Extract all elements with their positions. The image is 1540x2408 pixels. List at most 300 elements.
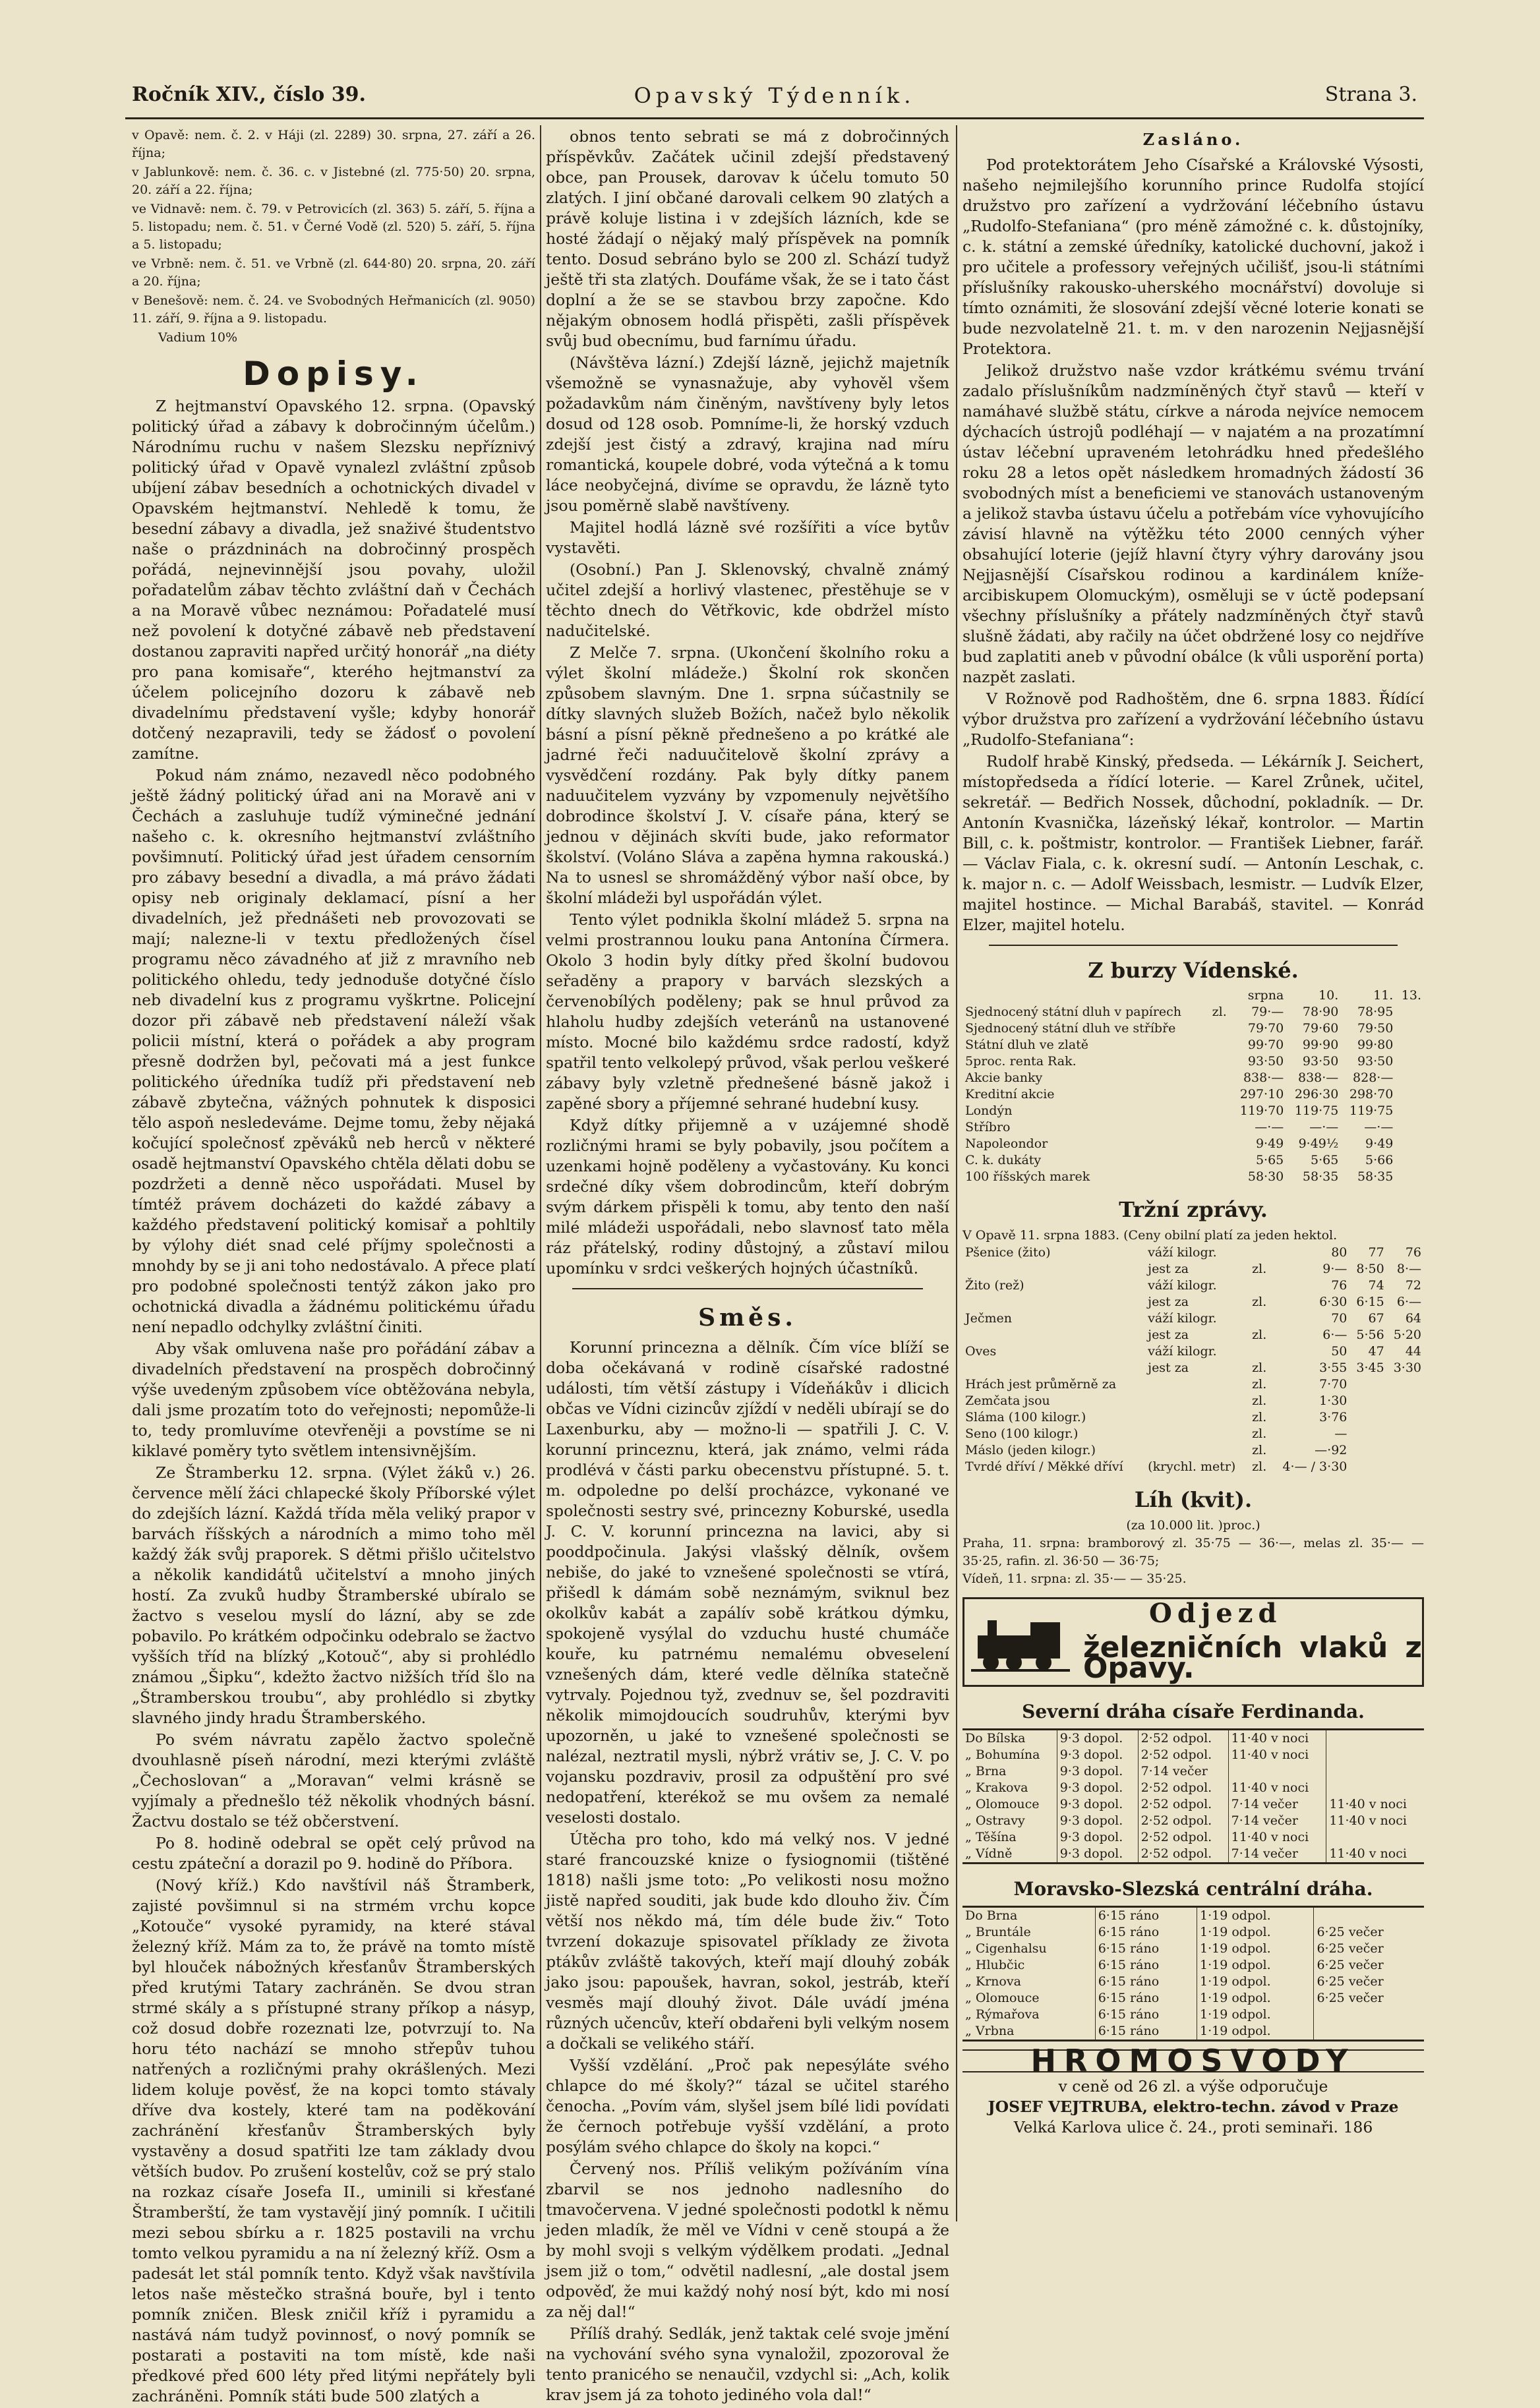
table-cell: 58·30	[1247, 1169, 1284, 1184]
table-cell	[962, 1261, 1145, 1277]
table-cell: „ Cigenhalsu	[965, 1941, 1047, 1956]
table-cell	[1145, 1426, 1249, 1442]
table-cell: 3·76	[1319, 1410, 1348, 1424]
section-title-dopisy: Dopisy.	[243, 355, 425, 393]
table-cell: 1·19 odpol.	[1197, 1974, 1314, 1990]
article-paragraph: (Návštěva lázní.) Zdejší lázně, jejichž majetník všemožně se vynasnažuje, aby vyhověl všem požadavkům nám činěným, navštíveny byly letos dosud od 128 osob. Pomníme-li, že horský vzduch zdejší jest čistý a zdravý, krajina nad míru romantická, koupele dobré, voda výtečná a k tomu láce neobyčejná, divíme se opravdu, že lázně tyto jsou poměrně slabě navštíveny.	[546, 353, 949, 515]
ad-line: Velká Karlova ulice č. 24., proti seminaři. 186	[1013, 2118, 1373, 2136]
table-cell	[1210, 1169, 1232, 1185]
table-cell	[1314, 2023, 1424, 2041]
table-cell: 3·45	[1356, 1361, 1384, 1375]
table-cell: C. k. dukáty	[965, 1153, 1042, 1167]
col-header: srpna	[1247, 988, 1284, 1003]
table-cell: jest za	[1148, 1262, 1189, 1276]
table-cell: 5proc. renta Rak.	[965, 1054, 1077, 1069]
table-cell: 11·40 v noci	[1326, 1813, 1424, 1829]
article-paragraph: Korunní princezna a dělník. Čím více blíží se doba očekávaná v rodině císařské radostné události, tím větší zástupy i Vídeňákův i dlicich občas ve Vídni cizincův zjíždí v neděli ubírají se do Laxenburku, aby — možno-li — spatřili J. C. V. korunní princeznu, která, jak známo, velmi ráda prodlévá v části parku obecenstvu přístupné. 5. t. m. odpoledne po delší procházce, vykonané ve společnosti sestry své, princezny Koburské, usedla J. C. V. korunní princezna na lavici, aby si pooddpočinula. Jakýsi vlašský dělník, ovšem nebiše, do jaké to vznešené společnosti se vtírá, přišedl k dámám sobě neznámým, sviknul bez okolkův kabát a zapálív sobě krátkou dýmku, spokojeně vysýlal do vzduchu husté chumáče kouře, ku patrnému nemalému obveselení vznešených dám, které vedle dělníka statečně vytrvaly. Pojednou tyž, zvednuv se, šel pozdraviti několik mimojdoucích soudruhův, kterými byv upozorněn, u jaké to vznešené společnosti se nalézal, neztratil mysli, nýbrž vrátiv se, J. C. V. po vojansku pozdraviv, prosil za odpuštění pro své nedopatření, kterékož se mu ovšem za nemalé veselosti dostalo.	[546, 1338, 949, 1827]
table-cell: zl.	[1212, 1005, 1227, 1019]
table-cell: zl.	[1252, 1328, 1267, 1342]
table-cell	[1349, 1393, 1386, 1409]
table-cell: Žito (rež)	[965, 1278, 1024, 1293]
table-row	[962, 1037, 1424, 1053]
table-cell: jest za	[1148, 1361, 1189, 1375]
table-cell	[1349, 1409, 1386, 1426]
lih-line: Vídeň, 11. srpna: zl. 35·— — 35·25.	[962, 1571, 1187, 1586]
table-row	[962, 1152, 1424, 1169]
table-cell: —·—	[1309, 1120, 1339, 1134]
table-cell: 99·90	[1302, 1038, 1339, 1052]
lih-line: Praha, 11. srpna: bramborový zl. 35·75 — 36·—, melas zl. 35·— — 35·25, rafin. zl. 36·50 — 36·75;	[962, 1536, 1424, 1568]
table-cell: Sjednocený státní dluh ve stříbře	[965, 1021, 1176, 1036]
table-cell	[1314, 2007, 1424, 2023]
table-cell: 58·35	[1302, 1169, 1339, 1184]
table-cell: 11·40 v noci	[1228, 1829, 1326, 1846]
divider	[989, 945, 1398, 946]
section-title-severni: Severní dráha císaře Ferdinanda.	[1022, 1701, 1365, 1722]
table-row	[962, 1119, 1424, 1136]
table-cell	[1387, 1442, 1424, 1459]
table-cell: 119·75	[1294, 1103, 1339, 1118]
licit-line: v Benešově: nem. č. 24. ve Svobodných Heřmanicích (zl. 9050) 11. září, 9. října a 9. listopadu.	[132, 293, 535, 326]
table-cell	[1349, 1442, 1386, 1459]
col-header: 10.	[1318, 988, 1339, 1003]
table-cell: zl.	[1252, 1443, 1267, 1457]
table-cell: Sjednocený státní dluh v papírech	[965, 1005, 1182, 1019]
table-cell	[1349, 1376, 1386, 1393]
table-cell: 76	[1331, 1278, 1348, 1293]
table-cell: 9·3 dopol.	[1057, 1813, 1138, 1829]
table-cell: 838·—	[1298, 1071, 1339, 1085]
newspaper-title: Opavský Týdenník.	[634, 83, 916, 108]
market-intro: V Opavě 11. srpna 1883. (Ceny obilní platí za jeden hektol.	[962, 1228, 1338, 1243]
table-cell	[1387, 1409, 1424, 1426]
table-cell: 99·80	[1357, 1038, 1394, 1052]
table-cell	[1387, 1393, 1424, 1409]
table-cell: zl.	[1252, 1377, 1267, 1392]
article-paragraph: Pod protektorátem Jeho Císařské a Královské Výsosti, našeho nejmilejšího korunního prince Rudolfa stojící družstvo pro zařízení a vydržování léčebního ústavu „Rudolfo-Stefaniana“ (pro méně zámožné c. k. důstojníky, c. k. státní a zemské úředníky, katolické duchovní, jakož i pro učitele a professory veřejných učilišť, jsou-li státními příslušníky rakousko-uherského mocnářství) dovoluje si tímto oznámiti, že slosování zdejší věcné loterie konati se bude nezvolatelně 21. t. m. v den narozenin Nejjasnější Protektora.	[962, 156, 1424, 358]
table-cell: 119·70	[1239, 1103, 1284, 1118]
table-cell: 1·19 odpol.	[1197, 1924, 1314, 1941]
table-cell: 6·25 večer	[1314, 1957, 1424, 1974]
article-paragraph: Majitel hodlá lázně své rozšířiti a více bytův vystavěti.	[546, 518, 949, 557]
table-cell: 6·—	[1396, 1295, 1421, 1309]
table-cell: 99·70	[1247, 1038, 1284, 1052]
ad-line: JOSEF VEJTRUBA, elektro-techn. závod v Praze	[988, 2098, 1399, 2116]
table-cell: 9·3 dopol.	[1057, 1796, 1138, 1813]
table-cell: Napoleondor	[965, 1136, 1048, 1151]
table-row	[962, 1136, 1424, 1152]
table-cell	[962, 1327, 1145, 1343]
table-cell: „ Vídně	[965, 1846, 1013, 1861]
table-cell: 119·75	[1349, 1103, 1394, 1118]
table-cell	[1210, 1070, 1232, 1086]
table-cell	[962, 1360, 1145, 1376]
table-cell	[1210, 1152, 1232, 1169]
column-1	[132, 127, 535, 2408]
article-paragraph: Po 8. hodině odebral se opět celý průvod na cestu zpáteční a dorazil po 9. hodině do Příbora.	[132, 1834, 535, 1873]
table-cell: váží kilogr.	[1148, 1344, 1217, 1359]
table-cell: —·92	[1315, 1443, 1348, 1457]
table-cell: 2·52 odpol.	[1138, 1796, 1228, 1813]
article-paragraph: Ze Štramberku 12. srpna. (Výlet žáků v.) 26. července mělí žáci chlapecké školy Příborské výlet do zdejších lázní. Každá třída měla veliký prapor v barvách říšských a národních a mimo toho měl každý žák svůj praporek. S dětmi přišlo učitelstvo a několik kandidátů učitelství a mnoho jiných hostí. Za zvuků hudby Štramberské ubíralo se žactvo s veselou myslí do lázní, aby se zde pobavilo. Po krátkém odpočinku odebralo se žactvo vyšších tříd na blízký „Kotouč“, aby si prohlédlo známou „Šipku“, kdežto žactvo nižších tříd šlo na „Štramberskou troubu“, aby prohlédlo si zbytky slavného jindy hradu Štramberského.	[132, 1463, 535, 1727]
table-cell: 11·40 v noci	[1326, 1796, 1424, 1813]
table-row	[962, 1426, 1424, 1442]
table-cell: 80	[1331, 1245, 1348, 1260]
table-row	[962, 1957, 1424, 1974]
table-cell: Státní dluh ve zlatě	[965, 1038, 1089, 1052]
table-cell: 5·20	[1393, 1328, 1421, 1342]
table-cell: zl.	[1252, 1426, 1267, 1441]
table-cell: 9·3 dopol.	[1057, 1846, 1138, 1864]
issue-label: Ročník XIV., číslo 39.	[132, 83, 366, 106]
table-cell: „ Bruntále	[965, 1925, 1031, 1939]
table-cell: zl.	[1252, 1361, 1267, 1375]
table-cell: váží kilogr.	[1148, 1311, 1217, 1326]
table-row	[962, 1261, 1424, 1277]
stock-table	[962, 987, 1424, 1185]
licit-line: Vadium 10%	[158, 330, 238, 345]
table-cell	[1249, 1245, 1272, 1261]
table-cell: 93·50	[1302, 1054, 1339, 1069]
table-row	[962, 1409, 1424, 1426]
table-cell: 7·14 večer	[1138, 1763, 1228, 1780]
table-row	[962, 1813, 1424, 1829]
article-paragraph: (Nový kříž.) Kdo navštívil náš Štramberk, zajisté povšimnul si na strmém vrchu kopce „Kotouče“ vysoké pyramidy, na které stával železný kříž. Mám za to, že právě na tomto místě byl hlouček nábožných křesťanův Štramberských před krutými Tatary zachráněn. Se dvou stran strmé skály a s přístupné strany příkop a násyp, což dosud dobře rozeznati lze, potvrzují to. Na horu této nachází se mnoho střepův tuhou natřených a rozličnými prahy okrášlených. Mezi lidem koluje pověsť, že na kopci tomto stávaly dříve dva kostely, které tam na poděkování zachránění křesťanův Štramberských byly vystavěny a dosud spatřiti lze tam základy dvou větších budov. Po zrušení kostelův, což se prý stalo na rozkaz císaře Josefa II., uminili si křesťané Štramberští, že tam vystavějí jiný pomník. I učitili mezi sebou sbírku a r. 1825 postavili na vrchu tomto velkou pyramidu a na ní železný kříž. Osm a padesát let stál pomník tento. Když však navštívila letos naše městečko strašná bouře, byl i tento pomník zničen. Blesk zničil kříž i pyramidu a nastává nám tudyž povinnosť, o nový pomník se postarati a postaviti na tom místě, kde naši předkové před 600 léty před litými nepřátely byli zachráněni. Pomník státi bude 500 zlatých a	[132, 1876, 535, 2405]
table-cell: „ Olomouce	[965, 1991, 1040, 2005]
table-cell: 6·15 ráno	[1095, 1957, 1197, 1974]
table-cell: 93·50	[1357, 1054, 1394, 1069]
table-cell: 297·10	[1239, 1087, 1284, 1101]
table-cell	[962, 1294, 1145, 1310]
table-cell	[1326, 1780, 1424, 1796]
table-cell: Sláma (100 kilogr.)	[965, 1410, 1086, 1424]
table-cell: 9·49	[1365, 1136, 1394, 1151]
table-cell: 8·50	[1356, 1262, 1384, 1276]
table-cell: 50	[1331, 1344, 1348, 1359]
table-cell: —·—	[1364, 1120, 1394, 1134]
table-row	[962, 1846, 1424, 1864]
table-cell	[1210, 1037, 1232, 1053]
table-cell: Kreditní akcie	[965, 1087, 1055, 1101]
table-cell: 6·15	[1356, 1295, 1384, 1309]
article-paragraph: (Osobní.) Pan J. Sklenovský, chvalně známý učitel zdejší a horlivý vlastenec, přestěhuje se v těchto dnech do Větřkovic, kde obdržel místo nadučitelské.	[546, 560, 949, 640]
table-row	[962, 1376, 1424, 1393]
table-cell	[1228, 1763, 1326, 1780]
table-cell	[1145, 1393, 1249, 1409]
table-cell: 6·15 ráno	[1095, 1990, 1197, 2007]
table-cell: Máslo (jeden kilogr.)	[965, 1443, 1096, 1457]
article-paragraph: obnos tento sebrati se má z dobročinných příspěvkův. Začátek učinil zdejší představený obce, pan Prousek, darovav k účelu tomuto 50 zlatých. I jiní občané darovali celkem 90 zlatých a právě koluje listina i v zdejších lázních, kde se hosté žádají o nějaký malý příspěvek na pomník tento. Dosud sebráno bylo se 200 zl. Schází tudyž ještě tři sta zlatých. Doufáme však, že se i tato část doplní a že se se stavbou brzy započne. Kdo nějakým obnosem hodlá přispěti, zašli příspěvek svůj bud obecnímu, bud farnímu úřadu.	[546, 127, 949, 350]
table-cell	[1210, 1053, 1232, 1070]
table-row	[962, 1277, 1424, 1294]
table-cell: 100 říšských marek	[965, 1169, 1090, 1184]
table-cell: 7·14 večer	[1228, 1796, 1326, 1813]
table-cell: —	[1334, 1426, 1348, 1441]
table-cell: 7·14 večer	[1228, 1813, 1326, 1829]
table-cell	[1210, 1086, 1232, 1103]
col-header: 13.	[1401, 988, 1421, 1003]
table-cell: 6·15 ráno	[1095, 1974, 1197, 1990]
table-cell	[1314, 1907, 1424, 1925]
section-title-burzy: Z burzy Vídenské.	[1088, 958, 1299, 983]
table-row	[962, 1941, 1424, 1957]
table-row	[962, 1459, 1424, 1475]
table-row	[962, 1294, 1424, 1310]
table-cell: 70	[1331, 1311, 1348, 1326]
table-cell: „ Vrbna	[965, 2024, 1015, 2038]
table-cell: 6·15 ráno	[1095, 1941, 1197, 1957]
table-cell: 1·19 odpol.	[1197, 2023, 1314, 2041]
licit-line: v Opavě: nem. č. 2. v Háji (zl. 2289) 30. srpna, 27. září a 26. října;	[132, 128, 535, 160]
banner-title: Odjezd	[1149, 1598, 1282, 1629]
table-cell: 9·3 dopol.	[1057, 1829, 1138, 1846]
table-cell	[1210, 1020, 1232, 1037]
table-cell: 5·66	[1365, 1153, 1394, 1167]
table-cell: 76	[1405, 1245, 1421, 1260]
table-cell: „ Olomouce	[965, 1797, 1040, 1811]
table-cell: 9·49½	[1298, 1136, 1339, 1151]
table-cell: zl.	[1252, 1394, 1267, 1408]
table-row	[962, 1924, 1424, 1941]
ad-title: HROMOSVODY	[962, 2049, 1424, 2072]
article-paragraph: Červený nos. Příliš velikým požíváním vína zbarvil se nos jednoho nadlesního do tmavočervena. V jedné společnosti podotkl k němu jeden mladík, že měl ve Vídni v ceně stoupá a že by mohl svoji s velkým výdělkem prodati. „Jednal jsem již o tom,“ odvětil nadlesní, „ale dostal jsem odpověď, že mui každý nohý nosí být, kdo mi nosí za něj dal!“	[546, 2159, 949, 2321]
page-number: Strana 3.	[1324, 83, 1417, 106]
table-cell	[1145, 1442, 1249, 1459]
table-row	[962, 1990, 1424, 2007]
article-paragraph: Útěcha pro toho, kdo má velký nos. V jedné staré francouzské knize o fysiognomii (tištěné 1818) našli jsme toto: „Po velikosti nosu možno jistě napřed souditi, jak bude kdo dlouho živ. Čím větší nos někdo má, tím déle bude živ.“ Toto tvrzení dokazuje spisovatel příklady ze života ptákův zvláště takových, kteří mají dlouhý zobák jako jsou: papoušek, havran, sokol, jestráb, kteří vesměs mají dlouhý život. Dále uvádí jména různých učencův, kteří obdařeni byli velkým nosem a dočkali se velikého stáří.	[546, 1830, 949, 2053]
section-title-lih: Líh (kvit).	[1134, 1487, 1253, 1512]
table-cell: jest za	[1148, 1328, 1189, 1342]
timetable-moravsko	[962, 1906, 1424, 2041]
table-cell: „ Hlubčic	[965, 1958, 1025, 1972]
column-3	[962, 127, 1424, 2138]
table-row	[962, 1907, 1424, 1925]
table-row	[962, 1796, 1424, 1813]
table-cell	[1249, 1310, 1272, 1327]
table-row	[962, 1393, 1424, 1409]
table-cell: 6·25 večer	[1314, 1924, 1424, 1941]
article-paragraph: Z hejtmanství Opavského 12. srpna. (Opavský politický úřad a zábavy k dobročinným účelům.) Národnímu ruchu v našem Slezsku nepříznivý politický úřad v Opavě vynalezl zvláštní způsob ubíjení zábav besedních a ochotnických divadel v Opavském hejtmanství. Nehledě k tomu, že besední zábavy a divadla, jež snaživé študentstvo naše o prázdninách na dobročinný prospěch pořádá, nejnevinnější jsou povahy, uložil pořadatelům zábav těchto zvláštní daň v Čechách a na Moravě vůbec neznámou: Pořadatelé musí než povolení k dotyčné zábavě neb představení dostanou zapraviti napřed určitý honorář „na diéty pro pana komisaře“, kterého hejtmanství za účelem policejního dozoru k zábavě neb divadelnímu představení vyšle; kdyby honorář dotčený nezapravili, tedy se žádosť o povolení zamítne.	[132, 397, 535, 763]
table-cell: 78·90	[1302, 1005, 1339, 1019]
timetable-severni	[962, 1728, 1424, 1864]
table-cell: 6·15 ráno	[1095, 2007, 1197, 2023]
table-cell: „ Ostravy	[965, 1813, 1025, 1828]
section-title-trzni: Tržní zprávy.	[1119, 1197, 1268, 1222]
table-cell: Do Brna	[965, 1908, 1018, 1923]
table-row	[962, 1310, 1424, 1327]
table-cell: Hrách jest průměrně za	[965, 1377, 1117, 1392]
table-cell	[1210, 1103, 1232, 1119]
table-cell: 9·3 dopol.	[1057, 1730, 1138, 1747]
table-cell: Pšenice (žito)	[965, 1245, 1051, 1260]
table-cell: „ Brna	[965, 1764, 1007, 1778]
table-cell: 78·95	[1357, 1005, 1394, 1019]
table-cell: zl.	[1252, 1410, 1267, 1424]
lih-sub: (za 10.000 lit. )proc.)	[1126, 1518, 1260, 1533]
table-row	[962, 1829, 1424, 1846]
licit-line: v Jablunkově: nem. č. 36. c. v Jistebné (zl. 775·50) 20. srpna, 20. září a 22. října;	[132, 165, 535, 197]
table-cell: 1·19 odpol.	[1197, 1990, 1314, 2007]
table-row	[962, 1070, 1424, 1086]
table-cell: 74	[1368, 1278, 1384, 1293]
table-cell: Oves	[965, 1344, 997, 1359]
table-cell: jest za	[1148, 1295, 1189, 1309]
table-cell: 64	[1405, 1311, 1421, 1326]
locomotive-icon	[971, 1612, 1070, 1672]
table-cell: 7·70	[1319, 1377, 1348, 1392]
table-cell: Seno (100 kilogr.)	[965, 1426, 1079, 1441]
table-cell	[1349, 1426, 1386, 1442]
table-cell: 67	[1368, 1311, 1384, 1326]
table-cell: Do Bílska	[965, 1731, 1026, 1746]
article-paragraph: Jelikož družstvo naše vzdor krátkému svému trvání zadalo příslušníkům nadzmíněných čtyř stavů — kteří v namáhavé službě státu, církve a národa nejvíce nemocem dýchacích ústrojů podléhají — v najatém a na prozatímní ústav léčební upraveném letohrádku hned předešlého roku 28 a letos opět následkem hromadných žádostí 36 svobodných míst a beneficiemi ve stanovách ustanoveným a jelikož stavba ústavu účelu a potřebám více vyhovujícího závisí hlavně na výtěžku této 2000 cenných výher obsahující loterie (jejíž hlavní čtyry výhry darovány jsou Nejjasnější Císařskou rodinou a kardinálem kníže-arcibiskupem Olomuckým), osměluji se v úctě podepsaní všechny příslušníky a přátely nadzmíněných čtyř stavů slušně žádati, aby račily na účet obdržené losy co nejdříve bud zaplatiti aneb v původní obálce (k vůli usporění porta) nazpět zaslati.	[962, 361, 1424, 686]
table-cell: 9·3 dopol.	[1057, 1763, 1138, 1780]
table-row	[962, 1763, 1424, 1780]
table-cell: 9·3 dopol.	[1057, 1780, 1138, 1796]
table-cell: váží kilogr.	[1148, 1245, 1217, 1260]
table-cell: (krychl. metr)	[1148, 1459, 1236, 1474]
table-cell	[1210, 1136, 1232, 1152]
table-cell: 79·70	[1247, 1021, 1284, 1036]
column-2	[546, 127, 949, 2407]
article-paragraph: Pokud nám známo, nezavedl něco podobného ještě žádný politický úřad ani na Moravě ani v Čechách a zasluhuje tudíž výminečné jednání našeho c. k. okresního hejtmanství zvláštního povšimnutí. Politický úřad jest úřadem censorním pro zábavy besední a divadla, a má právo žádati opisy neb originaly deklamací, písní a her divadelních, jež přednášeti neb provozovati se mají; nalezne-li v textu předložených čísel programu něco závadného ať již z mravního neb politického ohledu, tedy jednoduše dotyčné číslo neb divadelní kus z programu vyškrtne. Policejní dozor při zábavě neb představení náleží však policii místní, která o pořádek a aby program přesně dodržen byl, pečovati má a jest funkce politického úředníka tudíž při představení neb zábavě zbytečna, vážných pohnutek k disposici tělo aspoň nesledeváme. Dejme tomu, žeby nějaká kočující společnosť zpěváků neb herců v některé osadě hejtmanství Opavského chtěla dělati dobu se pozdržeti a denně něco uspořádati. Musel by tímtéž právem docházeti do každé zábavy a každého představení politický komisař a pohltily by výlohy diét snad celé příjmy společnosti a mnohdy by se ji ani toho nedostávalo. A přece platí pro podobné společnosti tentýž zákon jako pro ochotnická divadla a žádnému politickému úřadu není nepadlo odchylky zvláštní činiti.	[132, 766, 535, 1336]
table-cell: 44	[1405, 1344, 1421, 1359]
table-row	[962, 1169, 1424, 1185]
table-cell: zl.	[1252, 1262, 1267, 1276]
table-cell	[1387, 1426, 1424, 1442]
table-cell: 1·19 odpol.	[1197, 1941, 1314, 1957]
page-header	[125, 78, 1424, 119]
article-paragraph: Když dítky přijemně a v uzájemné shodě rozličnými hrami se byly pobavily, jsou počítem a uzenkami hojně poděleny a vyčastovány. Ku konci srdečné díky všem dobrodincům, kteří dobrým svým dárkem přispěli k tomu, aby tento den naší milé mládeži uspořádali, nebo slavnosť tato měla ráz přátelský, rodiny důstojný, a zůstaví milou upomínku v srdci veškerých hojných účastníků.	[546, 1116, 949, 1277]
table-cell: 72	[1405, 1278, 1421, 1293]
table-cell: 1·30	[1319, 1394, 1348, 1408]
table-row	[962, 1245, 1424, 1261]
licit-line: ve Vidnavě: nem. č. 79. v Petrovicích (zl. 363) 5. září, 5. října a 5. listopadu; nem. č. 51. v Černé Vodě (zl. 520) 5. září, 5. října a 5. listopadu;	[132, 202, 535, 252]
table-cell: „ Rýmařova	[965, 2007, 1040, 2022]
table-row	[962, 1103, 1424, 1119]
table-row	[962, 1004, 1424, 1020]
table-row	[962, 1730, 1424, 1747]
table-cell: 5·65	[1311, 1153, 1339, 1167]
table-cell: 47	[1368, 1344, 1384, 1359]
column-rule	[956, 125, 957, 2221]
table-cell: „ Bohumína	[965, 1747, 1040, 1762]
table-cell: 2·52 odpol.	[1138, 1780, 1228, 1796]
table-cell: 2·52 odpol.	[1138, 1829, 1228, 1846]
article-paragraph: Přílíš drahý. Sedlák, jenž taktak celé svoje jmění na vychování svého syna vynaložil, zpozoroval že tento pranicého se nenaučil, vzdychl si: „Ach, kolik krav jsem já za tohoto jediného vola dal!“	[546, 2324, 949, 2404]
table-cell: 11·40 v noci	[1326, 1846, 1424, 1864]
table-cell	[1349, 1459, 1386, 1475]
table-cell: 6·15 ráno	[1095, 1907, 1197, 1925]
table-cell: 6·25 večer	[1314, 1990, 1424, 2007]
table-cell: 58·35	[1357, 1169, 1394, 1184]
table-cell: 11·40 v noci	[1228, 1747, 1326, 1763]
table-row	[962, 1974, 1424, 1990]
table-cell: 5·65	[1255, 1153, 1284, 1167]
table-cell: 2·52 odpol.	[1138, 1813, 1228, 1829]
table-row	[962, 2007, 1424, 2023]
table-row	[962, 1327, 1424, 1343]
table-cell: „ Těšína	[965, 1830, 1017, 1844]
table-header-row	[962, 987, 1424, 1004]
table-row	[962, 1747, 1424, 1763]
table-cell: Stříbro	[965, 1120, 1011, 1134]
article-paragraph: Rudolf hrabě Kinský, předseda. — Lékárník J. Seichert, místopředseda a řídící loterie. — Karel Zrůnek, učitel, sekretář. — Bedřich Nossek, důchodní, pokladník. — Dr. Antonín Kvasnička, lázeňský lékař, kontrolor. — Martin Bill, c. k. poštmistr, kontrolor. — František Liebner, farář. — Václav Fiala, c. k. okresní sudí. — Antonín Leschak, c. k. major n. c. — Adolf Weissbach, lesmistr. — Ludvík Elzer, majitel hostince. — Michal Barabáš, stavitel. — Konrád Elzer, majitel hotelu.	[962, 752, 1424, 934]
table-cell	[1145, 1376, 1249, 1393]
table-cell: 11·40 v noci	[1228, 1730, 1326, 1747]
table-cell: 7·14 večer	[1228, 1846, 1326, 1864]
table-cell	[1387, 1376, 1424, 1393]
table-cell: 11·40 v noci	[1228, 1780, 1326, 1796]
table-cell: 79·60	[1302, 1021, 1339, 1036]
table-cell: zl.	[1252, 1295, 1267, 1309]
table-cell: 6·15 ráno	[1095, 1924, 1197, 1941]
table-row	[962, 2023, 1424, 2041]
train-banner	[962, 1597, 1424, 1687]
market-table	[962, 1245, 1424, 1475]
table-cell: 79·50	[1357, 1021, 1394, 1036]
table-cell: 3·55	[1319, 1361, 1348, 1375]
divider	[572, 1288, 923, 1289]
table-cell: 2·52 odpol.	[1138, 1747, 1228, 1763]
licitation-list	[132, 127, 535, 347]
table-cell	[1326, 1829, 1424, 1846]
article-paragraph: Vyšší vzdělání. „Proč pak nepesýláte svého chlapce do mé školy?“ tázal se učitel starého čenocha. „Povím vám, slyšel jsem bílé lidi povídati že černoch potřebuje vyšší vzdělání, a proto posýlám svého chlapce do školy na kopci.“	[546, 2056, 949, 2156]
table-cell: 9·3 dopol.	[1057, 1747, 1138, 1763]
table-cell	[1326, 1747, 1424, 1763]
table-cell: Londýn	[965, 1103, 1013, 1118]
table-cell: 6·25 večer	[1314, 1941, 1424, 1957]
table-cell: zl.	[1252, 1459, 1267, 1474]
table-cell: 5·56	[1356, 1328, 1384, 1342]
table-cell	[1145, 1409, 1249, 1426]
section-title-zaslano: Zasláno.	[1142, 130, 1244, 149]
licit-line: ve Vrbně: nem. č. 51. ve Vrbně (zl. 644·80) 20. srpna, 20. září a 20. října;	[132, 256, 535, 289]
table-cell: Zemčata jsou	[965, 1394, 1050, 1408]
table-cell	[1249, 1343, 1272, 1360]
table-row	[962, 1780, 1424, 1796]
column-rule	[540, 125, 541, 2221]
table-cell: 838·—	[1243, 1071, 1284, 1085]
table-cell: 1·19 odpol.	[1197, 1957, 1314, 1974]
ad-line: v ceně od 26 zl. a výše odporučuje	[1058, 2077, 1328, 2096]
table-cell: 1·19 odpol.	[1197, 2007, 1314, 2023]
table-cell: 4·— / 3·30	[1282, 1459, 1348, 1474]
table-row	[962, 1343, 1424, 1360]
article-paragraph: V Rožnově pod Radhoštěm, dne 6. srpna 1883. Řídící výbor družstva pro zařízení a vydržování léčebního ústavu „Rudolfo-Stefaniana“:	[962, 690, 1424, 749]
table-cell: Akcie banky	[965, 1071, 1043, 1085]
table-row	[962, 1442, 1424, 1459]
col-header: 11.	[1373, 988, 1394, 1003]
article-paragraph: Aby však omluvena naše pro pořádání zábav a divadelních představení na prospěch dobročinný výše uvedeným způsobem více obtěžována nebyla, dali jsme prozatím toto do veřejnosti; nepomůže-li to, tedy promluvíme otevřeněji a povstíme se ni kiklavé poměry tyto světlem intensivnějším.	[132, 1339, 535, 1460]
table-row	[962, 1053, 1424, 1070]
banner-subtitle: železničních vlaků z Opavy.	[1083, 1631, 1422, 1685]
table-cell: 2·52 odpol.	[1138, 1730, 1228, 1747]
table-cell: 93·50	[1247, 1054, 1284, 1069]
table-cell: 79·—	[1251, 1005, 1284, 1019]
table-cell: 828·—	[1353, 1071, 1394, 1085]
table-cell: 9·—	[1322, 1262, 1348, 1276]
table-cell: Tvrdé dříví / Měkké dříví	[965, 1459, 1123, 1474]
table-row	[962, 1360, 1424, 1376]
table-cell: 298·70	[1349, 1087, 1394, 1101]
table-cell: 6·25 večer	[1314, 1974, 1424, 1990]
table-cell	[1326, 1763, 1424, 1780]
table-cell: 6·30	[1319, 1295, 1348, 1309]
table-row	[962, 1020, 1424, 1037]
table-cell: 3·30	[1393, 1361, 1421, 1375]
section-title-moravsko: Moravsko-Slezská centrální dráha.	[1013, 1878, 1373, 1900]
